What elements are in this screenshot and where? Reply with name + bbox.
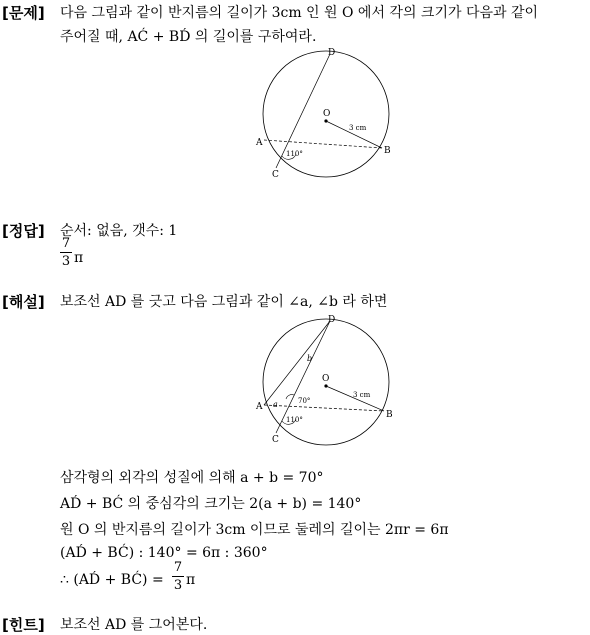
solution-line-2: AD́ + BĆ 의 중심각의 크기는 2(a + b) = 140° — [60, 496, 362, 512]
solution-line-4: (AD́ + BĆ) : 140° = 6π : 360° — [60, 545, 268, 561]
center-point-o — [324, 119, 327, 122]
answer-fraction — [60, 236, 72, 269]
label-d: D — [328, 48, 336, 58]
label-o: O — [323, 109, 331, 119]
chord-ab — [264, 140, 382, 148]
solution-final-fraction — [172, 560, 184, 593]
label-c: C — [272, 435, 279, 445]
solution-final-numerator: 7 — [173, 560, 183, 575]
answer-numerator: 7 — [61, 236, 71, 251]
hint-text: 보조선 AD 를 그어본다. — [60, 617, 208, 633]
problem-text-line-1: 다음 그림과 같이 반지름의 길이가 3cm 인 원 O 에서 각의 크기가 다음과 같이 — [60, 5, 539, 21]
figure-1-circle-diagram — [250, 44, 400, 184]
chord-cd — [276, 54, 330, 168]
angle-a-label: a — [273, 400, 278, 409]
solution-line-3: 원 O 의 반지름의 길이가 3cm 이므로 둘레의 길이는 2πr = 6π — [60, 522, 449, 538]
label-b: B — [386, 410, 393, 420]
label-b: B — [384, 146, 391, 156]
problem-text-line-2: 주어질 때, AĆ + BD́ 의 길이를 구하여라. — [60, 29, 317, 45]
angle-label-110: 110° — [286, 150, 303, 158]
answer-denominator: 3 — [61, 254, 71, 269]
answer-label: [정답] — [2, 222, 45, 240]
label-c: C — [272, 170, 279, 180]
chord-ab — [264, 405, 384, 411]
solution-label: [해설] — [2, 293, 45, 311]
solution-line-1: 삼각형의 외각의 성질에 의해 a + b = 70° — [60, 470, 324, 486]
angle-70-label: 70° — [298, 397, 311, 405]
problem-label: [문제] — [2, 4, 45, 22]
answer-line: 순서: 없음, 갯수: 1 — [60, 223, 178, 239]
radius-label: 3 cm — [353, 391, 371, 399]
label-a: A — [256, 402, 263, 412]
radius-label: 3 cm — [349, 124, 367, 132]
solution-intro: 보조선 AD 를 긋고 다음 그림과 같이 ∠a, ∠b 라 하면 — [60, 294, 388, 310]
angle-110-label: 110° — [286, 416, 303, 424]
label-d: D — [328, 315, 336, 325]
solution-final-pi: π — [186, 572, 196, 588]
label-o: O — [322, 374, 330, 384]
answer-pi: π — [74, 250, 84, 266]
angle-b-label: b — [307, 354, 313, 363]
label-a: A — [256, 138, 263, 148]
hint-label: [힌트] — [2, 616, 45, 634]
solution-final-prefix: ∴ (AD́ + BĆ) = — [60, 572, 164, 588]
figure-2-circle-diagram — [250, 311, 400, 451]
center-point-o — [324, 384, 327, 387]
auxiliary-line-ad — [264, 321, 330, 405]
solution-final-denominator: 3 — [173, 578, 183, 593]
